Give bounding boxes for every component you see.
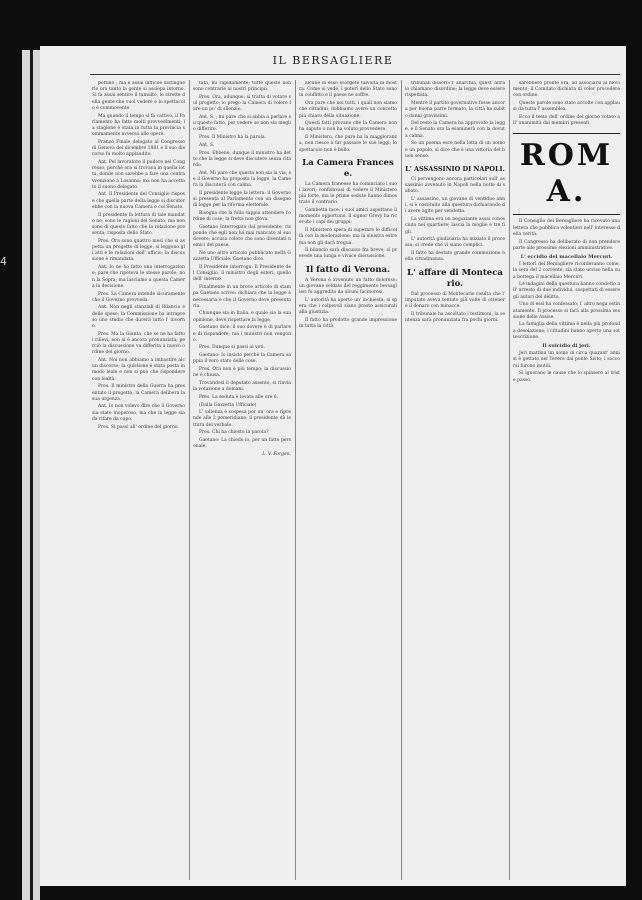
paragraph: alcune in esso scorgete talvolta di mostra. Come si vede, i poteri dello Stato sono in conflitto e il paese ne soffre. [299, 81, 397, 99]
col5-mid2 [513, 262, 620, 341]
col5-top [513, 81, 620, 127]
paragraph: Ecco il testo dell' ordine del giorno votato all' unanimità dai membri presenti. [513, 115, 620, 127]
column-divider [509, 80, 510, 880]
paragraph: Ant. Il Presidente del Consiglio rispose che quella parte della legge si discuterebbe con la nuova Camera e col Senato. [92, 192, 185, 210]
paragraph: Finalmente in un breve articolo di stampa Gaetano scrive: dichiara che la legge è necessaria e che il Governo deve presentarla. [193, 285, 291, 309]
paragraph: Il fatto ha destato grande commozione nella cittadinanza. [405, 251, 505, 263]
paragraph: tata, mi rapidamente; tutte queste non sono contrarie ai nostri principii. [193, 81, 291, 93]
headline-camera-francese: La Camera Francese. [302, 157, 394, 179]
paragraph: La famiglia della vittima è nella più profonda desolazione; i cittadini hanno aperto una sottoscrizione. [513, 322, 620, 340]
paragraph: Pres. La seduta è levata alle ore 6. [199, 394, 279, 400]
paragraph: Jeri mattina un uomo di circa quarant' anni si è gettato nel Tevere dal ponte Sisto; i soccorsi furono inutili. [513, 351, 620, 369]
column-1 [92, 81, 185, 880]
paragraph: Il bilancio sarà discusso fra breve; si prevede una lunga e vivace discussione. [299, 248, 397, 260]
roma-title: ROMA. [519, 138, 614, 210]
column-5 [513, 81, 620, 880]
col5-bottom [513, 351, 620, 384]
paragraph: Queste parole sono state accolte con applausi da tutta l' assemblea. [513, 101, 620, 113]
paragraph: Gaetano Interrogato dal presidente, risponde che egli non ha mai mancato al suo dovere; accusa coloro che sono diventati nemici del paese. [193, 224, 291, 249]
column-divider [295, 80, 296, 880]
col3-mid [299, 182, 397, 261]
paragraph: Uno di essi ha confessato; l' altro nega ostinatamente. Il processo si farà alla prossima sessione delle Assise. [513, 302, 620, 320]
paragraph: pottino ; ma è assai difficile distinguerlo ora tanto la gente si assiepa intorno. Si fa assai sentire il tumulto, le strette della gente che vuol vedere e lo spettacolo è commovente. [92, 81, 185, 111]
paragraph: Gaetano: La chiedo io, per un fatto personale. [193, 438, 291, 450]
paragraph: Pres. Ora, adunque, si tratta di votare sul progetto; io prego la Camera di volere fare un po' di silenzio. [193, 94, 291, 113]
paragraph: L' autorità ha aperto un' inchiesta; si spera che i colpevoli siano presto assicurati alla giustizia. [299, 297, 397, 316]
paragraph: Le indagini della questura hanno condotto all' arresto di due individui, sospettati di essere gli autori del delitto. [513, 282, 620, 300]
paragraph: Il Consiglio del Bersagliere ha ricevuto una lettera che pubblica volentieri nell' interesse della verità. [513, 219, 620, 237]
paragraph: Ant. Non negli stanziali di Bilancio e delle spese; la Commissione ha intrapreso uno studio che durerà tutto l' inverno. [92, 305, 185, 330]
newspaper-page [40, 46, 626, 886]
paragraph: Pres. Ora non è più tempo; la discussione è chiusa. [193, 367, 291, 379]
subhead-suicidio: Il suicidio di jeri. [542, 343, 591, 350]
column-2 [193, 81, 291, 880]
col3-bottom [299, 278, 397, 331]
paragraph: La vittima era un negoziante assai conosciuto nel quartiere; lascia la moglie e tre figli. [405, 217, 505, 235]
paragraph: Il Ministero spera di superare le difficoltà con la moderazione; ma la sinistra estrema non gli darà tregua. [299, 228, 397, 246]
col5-mid [513, 219, 620, 252]
paragraph: Il tribunale ha ascoltato i testimoni; la sentenza sarà pronunziata fra pochi giorni. [405, 311, 505, 323]
paragraph: Gaetano dice: il suo dovere è di parlare e di rispondere; ma i ministri non vengono. [193, 325, 291, 343]
paragraph: Ant. Pel lavoratore il pudore nel Congresso, perchè ora si trovava in quella lotta, donde non sarebbe a fare una contravvenzione a Losanna; ma non ha accettato il suono delegato. [92, 159, 185, 190]
col4-top [405, 81, 505, 160]
paragraph: Il fatto ha prodotto grande impressione in tutta la città. [299, 317, 397, 330]
paragraph: sarebbero pronte ora, ad associarsi al movimento; il Comitato dichiara di voler procedere con ordine. [513, 81, 620, 99]
paragraph: Il Congresso ha deliberato di non prendere parte alle prossime elezioni amministrative. [513, 239, 620, 251]
paragraph: Gaetano: Io insisto perchè la Camera sappia il vero stato delle cose. [193, 353, 291, 365]
paragraph: Ant. S. [199, 142, 215, 148]
paragraph: Bisogna che la folla sappia attendere l'ordine di cose; la fretta non giova. [193, 210, 291, 223]
roma-section-header [513, 133, 620, 215]
paragraph: Pres. Dunque si passi ai voti. [199, 345, 266, 351]
paragraph: Ant. Mi pare che questa non sia la via; se il Governo ha proposta la legge, la Camera la discuterà con calma. [193, 170, 291, 189]
paragraph: Ma quando il tempo si fa cattivo, il Parlamento ha fatto molti provvedimenti; la stagione è stata in tutta la provincia sommamente avversa alle opere. [92, 113, 185, 138]
paragraph: Ant. Noi non abbiamo a imbastire alcun discorso; la quistione è stata posta in modo leale e non si può che rispondere con lealtà. [92, 358, 185, 382]
paragraph: Il Ministero, che pure ha la maggioranza, non riesce a far passare le sue leggi; lo spettacolo non è bello. [299, 135, 397, 153]
col4-bottom [405, 292, 505, 325]
paragraph: Se un poema esce nella lotta di un uomo e un popolo, si dice che è una vittoria del buon senso. [405, 141, 505, 159]
paragraph: Chiunque sia in Italia, e quale sia la sua opinione, deve rispettare la legge. [193, 311, 291, 323]
col4-mid [405, 177, 505, 264]
column-4 [405, 81, 505, 880]
paragraph: Pres. Ebbene, dunque il ministro ha detto che la legge si deve discutere senza ritardo. [193, 150, 291, 168]
paragraph: Ci pervengono ancora particolari sull' assassinio avvenuto in Napoli nella notte di sabato. [405, 176, 505, 195]
paragraph: Il presidente fa lettura di tale mandato ne; sono le ragioni del Senato; ma non sono di questo fatto che la relazione presenta; risposta dello Stato. [92, 212, 185, 237]
binding-line [30, 50, 33, 900]
paragraph: Mentre il partito governativo fosse ancora per buona parte formato, la città ha subito danni gravissimi. [405, 101, 505, 119]
paragraph: Il Presidente interroga: Il Presidente del Consiglio, il ministro degli esteri, quello dell' interno. [193, 264, 291, 283]
subhead-eccidio-mercuri: L' eccidio del macellaio Mercuri. [520, 253, 613, 260]
col3-top [299, 81, 397, 154]
paragraph: Ora pare che noi tutti, i quali non siamo che cittadini, dobbiamo avere un concetto più chiaro della situazione. [299, 101, 397, 119]
paragraph: Pres. Ora sono quattro mesi che si aspetta un progetto di legge; si leggono gli atti e le relazioni dell' ufficio; la discussione è rimandata. [92, 238, 185, 263]
paragraph: La Camera francese ha cominciato i suoi lavori; confidavasi di vedere il Ministero più forte, ma le prime sedute hanno dimostrato il contrario. [299, 181, 397, 206]
paragraph: Pres. La Camera intende sicuramente che il Governo provveda. [92, 291, 185, 303]
paragraph: Ant. Io ne ho fatto una interrogazione; pare che ripeteva le stesse parole; non la Sopra; ma lasciamo a questa Camera la decisione. [92, 265, 185, 289]
paragraph: Del resto la Camera ha approvato la legge, e il Senato ora la esaminerà con la dovuta calma. [405, 121, 505, 139]
paragraph: Ant. S. ; mi pare che si abbia a parlare su questo fatto, per vedere se non sia meglio differire. [193, 115, 291, 133]
paragraph: (Dalla Gazzetta Ufficiale) [199, 402, 257, 408]
paragraph: Pres. Il Ministro ha la parola. [199, 135, 266, 141]
paragraph: Pres. Ma la Giunta, che se ne ha fatto i rilievi, non si è ancora pronunziata; perciò la discussione va differita a nuovo ordine del giorno. [92, 331, 185, 356]
paragraph: Si ignorano le cause che lo spinsero al triste passo. [513, 371, 620, 383]
signature: L. V. Forgen. [262, 451, 291, 457]
paragraph: Ne uno altro articolo pubblicato nella Gazzetta Ufficiale: Gaetano dice. [193, 251, 291, 263]
headline-assassinio-napoli: L' ASSASSINIO DI NAPOLI. [405, 164, 505, 173]
paragraph: I lettori del Bersagliere ricorderanno come, la sera del 2 corrente, sia stato ucciso nella sua bottega il macellaio Mercuri. [513, 262, 620, 280]
paragraph: Il presidente legge la lettera: il Governo si presenta al Parlamento con un disegno di legge per la riforma elettorale. [193, 190, 291, 209]
paragraph: tribunali dissero: l' anarchia, quest' altra lo chiamano disordine; la legge deve essere rispettata. [405, 81, 505, 99]
paragraph: L' autorità giudiziaria ha iniziato il processo; si crede che vi siano complici. [405, 237, 505, 249]
paragraph: Dal processo di Montecario risulta che l' imputato aveva tentato più volte di ottenere il denaro con minacce. [405, 291, 505, 309]
column-3 [299, 81, 397, 880]
paragraph: Gambetta tace; i suoi amici aspettano il momento opportuno. Il signor Grevy ha ricevuto i capi dei gruppi. [299, 208, 397, 226]
column-divider [189, 80, 190, 880]
paragraph: L' udienza è sospesa per un' ora e riprende alle 2 pomeridiane; il presidente dà lettura del verbale. [193, 410, 291, 428]
paragraph: L' assassino, un giovane di ventidue anni, si è costituito alla questura dichiarando di avere agito per vendetta. [405, 197, 505, 215]
header-rule [90, 74, 620, 75]
paragraph: Pres. Chi ha chiesto la parola? [199, 430, 269, 436]
paragraph: A Verona è avvenuto un fatto doloroso: un giovane soldato del reggimento bersaglieri fu aggredito da alcuni facinorosi. [299, 277, 397, 296]
headline-fatto-verona: Il fatto di Verona. [306, 264, 390, 275]
page-masthead: IL BERSAGLIERE [272, 54, 394, 67]
paragraph: Questi fatti provano che la Camera non ha saputo o non ha voluto provvedere. [299, 121, 397, 133]
paragraph: Trovandosi il deputato assente, si rinvia la votazione a domani. [193, 380, 291, 393]
paragraph: Ant. Io non volevo dire che il Governo sia stato inoperoso, ma che la legge sia da rifare da capo. [92, 404, 185, 422]
paragraph: Pranzò Finale delegato al Congresso di Genova del dicembre 1881 e il suo discorso fu molto applaudito. [92, 139, 185, 158]
margin-page-number: 4 [0, 255, 7, 268]
paragraph: Pres. Il ministro della Guerra ha presentato il progetto; la Camera delibera la sua urgenza. [92, 384, 185, 402]
paragraph: Pres. Si passi all' ordine del giorno. [98, 424, 179, 430]
headline-affare-montecario: L' affare di Montecario. [407, 267, 503, 289]
column-divider [401, 80, 402, 880]
